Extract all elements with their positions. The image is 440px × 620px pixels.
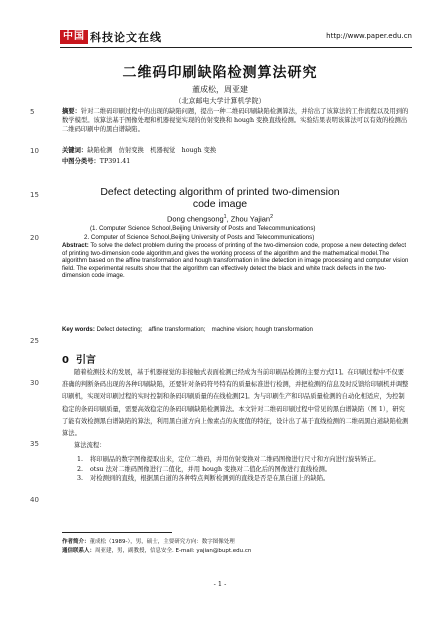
footnote-author bbox=[62, 537, 410, 545]
footnote-author-label: 作者简介： bbox=[62, 539, 90, 545]
section-heading bbox=[62, 351, 96, 366]
logo-red-part: 中国 bbox=[60, 30, 88, 44]
affiliation-en-1: (1. Computer Science School,Beijing University of Posts and Telecommunications) bbox=[90, 225, 316, 232]
abstract-en bbox=[62, 242, 410, 280]
author-1-sup: 1 bbox=[223, 214, 227, 220]
title-en: Defect detecting algorithm of printed two-dimension code image bbox=[100, 186, 340, 210]
footnote-contact-text: 周亚建，男，副教授，信息安全. E-mail: yajian@bupt.edu.cn bbox=[95, 548, 252, 554]
line-number: 5 bbox=[30, 108, 35, 116]
affiliation-en-2: 2. Computer of Science School,Beijing University of Posts and Telecommunications) bbox=[84, 234, 315, 241]
classification-label: 中图分类号： bbox=[62, 158, 100, 165]
abstract-cn-label: 摘要： bbox=[62, 108, 81, 115]
line-number: 30 bbox=[30, 379, 39, 387]
line-number: 20 bbox=[30, 234, 39, 242]
title-cn: 二维码印刷缺陷检测算法研究 bbox=[122, 65, 318, 81]
line-number: 40 bbox=[30, 496, 39, 504]
keywords-en bbox=[62, 324, 410, 333]
step-text: otsu 法对二维码图像进行二值化，并用 hough 变换对二值化后的图像进行直线检测。 bbox=[90, 465, 332, 473]
affiliation-cn: （北京邮电大学计算机学院） bbox=[174, 97, 266, 105]
abstract-cn-text: 针对二维码印刷过程中的出现的缺陷问题，提出一种二维码印刷缺陷检测算法，并给出了该算法的工作流程以及用到的数学模型。该算法基于图像处理和机器视觉实现的仿射变换和 hough 变换直线检测。实验结果表明该算法可以有效的检测出二维码印刷中的黑白谱缺陷。 bbox=[62, 108, 409, 133]
author-2: , Zhou Yajian bbox=[226, 214, 271, 224]
footnote-contact-label: 通信联系人： bbox=[62, 548, 96, 554]
author-2-sup: 2 bbox=[270, 214, 274, 220]
section-title: 引言 bbox=[75, 355, 96, 366]
step-number: 1. bbox=[77, 456, 84, 463]
authors-en bbox=[0, 214, 440, 224]
classification-cn bbox=[62, 156, 130, 165]
page-number: - 1 - bbox=[213, 580, 227, 588]
keywords-cn bbox=[62, 147, 410, 156]
header-url[interactable]: http://www.paper.edu.cn bbox=[326, 32, 412, 40]
footnote-author-text: 董成松（1989-），男，硕士，主要研究方向：数字图像处理 bbox=[89, 539, 235, 545]
line-number: 25 bbox=[30, 337, 39, 345]
authors-cn: 董成松，周亚建 bbox=[192, 85, 248, 94]
step-text: 对检测到的直线，根据黑白道的各种特点判断检测到的直线是否是在黑白道上的缺陷。 bbox=[90, 475, 330, 483]
algorithm-steps bbox=[62, 455, 410, 484]
line-number: 15 bbox=[30, 191, 39, 199]
step-number: 2. bbox=[77, 465, 84, 473]
abstract-en-label: Abstract: bbox=[62, 242, 89, 249]
header-rule bbox=[60, 47, 412, 48]
section-number: 0 bbox=[62, 355, 69, 366]
footnote-rule bbox=[62, 532, 172, 533]
abstract-en-text: To solve the defect problem during the process of printing of the two-dimension code, propose a new detecting defect of printing two-dimension code algorithm,and gives the working process of the algorithm and the mathematical model.The algorithm based on the affine transformation and hough transformation in line detection in image processing and computer vision field. The experimental results show that the algorithm can effectively detect the black and white track defects in the two-dimension code image. bbox=[62, 242, 409, 279]
list-item bbox=[62, 465, 410, 474]
step-text: 将印刷品的数字图像提取出来，定位二维码，并用仿射变换对二维码图像进行尺寸和方向进行旋转矫正。 bbox=[90, 456, 380, 463]
keywords-cn-label: 关键词： bbox=[62, 147, 88, 154]
keywords-en-label: Key words: bbox=[62, 326, 95, 333]
classification-text: TP391.41 bbox=[99, 158, 131, 165]
footnote-contact bbox=[62, 546, 410, 554]
page-header bbox=[60, 30, 412, 48]
journal-logo bbox=[60, 30, 162, 44]
line-number: 10 bbox=[30, 147, 39, 155]
abstract-cn bbox=[62, 108, 410, 134]
logo-black-part: 科技论文在线 bbox=[90, 31, 162, 44]
author-1: Dong chengsong bbox=[166, 214, 224, 224]
list-item bbox=[62, 455, 410, 464]
step-number: 3. bbox=[77, 475, 84, 483]
intro-paragraph-1: 随着检测技术的发展，基于机器视觉的非接触式表面检测已经成为当前印刷品检测的主要方式[1]。在印刷过程中不仅要准确的判断条码出现的各种印刷缺陷，还要针对条码符号特有的质量标准进行检测，并把检测的信息及时反馈给印刷机并调整印刷机，实现对印刷过程的实时控制和条码印刷质量的在线检测[2]。为与印刷生产和印品质量检测的自动化相适应，为控制稳定的条码印刷质量，需要高效稳定的条码印刷缺陷检测算法。本文针对二维码印刷过程中常见的黑白谱缺陷（图 1），研究了能有效检测黑白谱缺陷的算法，利用黑白道方向上像素点的灰度值的特征，设计出了基于直线检测的二维码黑白道缺陷检测算法。 bbox=[62, 369, 409, 438]
keywords-cn-text: 缺陷检测 仿射变换 机器视觉 hough 变换 bbox=[87, 147, 217, 154]
keywords-en-text: Defect detecting; affine transformation; machine vision; hough transformation bbox=[96, 326, 313, 333]
line-number: 35 bbox=[30, 440, 39, 448]
list-item bbox=[62, 474, 410, 483]
intro-paragraph-2: 算法流程： bbox=[74, 442, 106, 449]
